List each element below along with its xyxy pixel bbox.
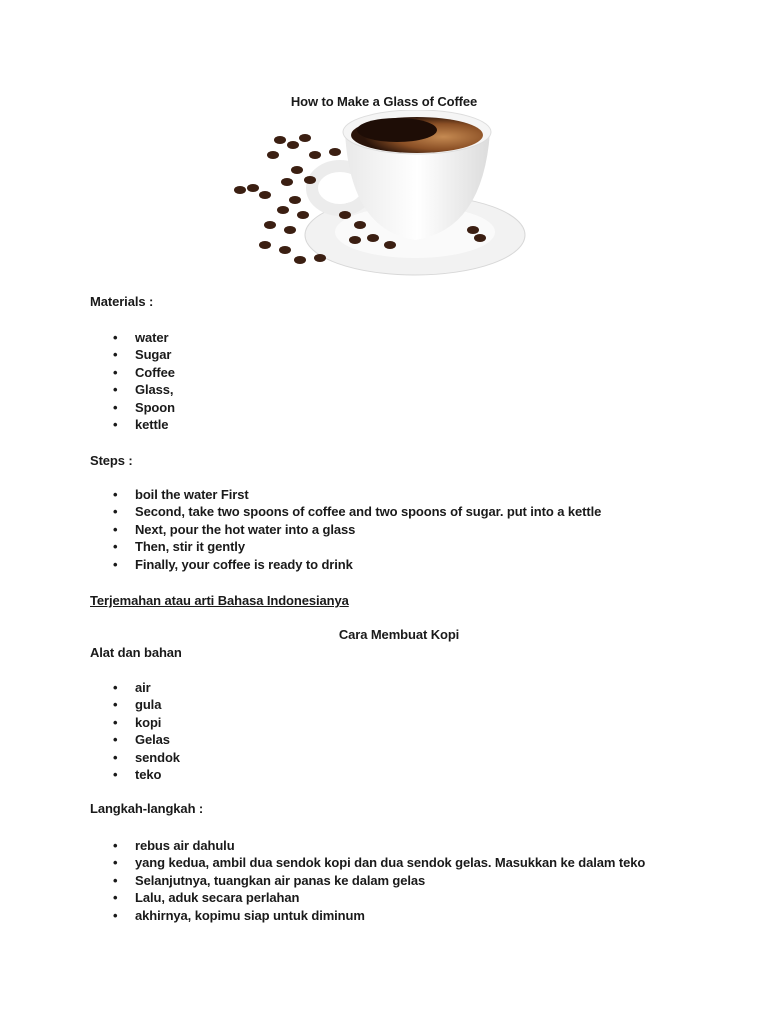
list-item: • gula — [113, 697, 162, 713]
list-item: • air — [113, 680, 151, 695]
list-item: • Then, stir it gently — [113, 539, 245, 555]
steps-heading: Steps : — [90, 453, 133, 468]
list-item: • Gelas — [113, 732, 170, 748]
bullet-icon: • — [113, 766, 118, 782]
list-item: • rebus air dahulu — [113, 838, 235, 853]
document-title: How to Make a Glass of Coffee — [290, 94, 478, 109]
bullet-icon: • — [113, 347, 118, 363]
indonesian-steps-heading: Langkah-langkah : — [90, 801, 204, 816]
bullet-icon: • — [113, 504, 118, 520]
list-item: • teko — [113, 766, 162, 782]
list-item: • sendok — [113, 749, 180, 765]
translation-heading: Terjemahan atau arti Bahasa Indonesianya — [90, 593, 349, 608]
bullet-icon: • — [113, 749, 118, 765]
list-item: • Selanjutnya, tuangkan air panas ke dalam gelas — [113, 872, 426, 888]
bullet-icon: • — [113, 907, 118, 923]
indonesian-materials-heading: Alat dan bahan — [90, 645, 182, 660]
list-item: • Coffee — [113, 364, 175, 380]
list-item: • kettle — [113, 416, 169, 432]
indonesian-materials-list — [113, 679, 180, 783]
bullet-icon: • — [113, 855, 118, 871]
list-item: • water — [113, 330, 169, 345]
bullet-icon: • — [113, 697, 118, 713]
list-item: • Second, take two spoons of coffee and two spoons of sugar. put into a kettle — [113, 504, 602, 520]
bullet-icon: • — [113, 382, 118, 398]
bullet-icon: • — [113, 399, 118, 415]
materials-heading: Materials : — [90, 294, 154, 309]
list-item: • Next, pour the hot water into a glass — [113, 521, 356, 537]
indonesian-title: Cara Membuat Kopi — [338, 627, 460, 642]
bullet-icon: • — [113, 680, 118, 695]
bullet-icon: • — [113, 732, 118, 748]
steps-list — [113, 486, 601, 573]
list-item: • kopi — [113, 714, 162, 730]
bullet-icon: • — [113, 890, 118, 906]
list-item: • Lalu, aduk secara perlahan — [113, 890, 300, 906]
bullet-icon: • — [113, 487, 118, 502]
bullet-icon: • — [113, 521, 118, 537]
list-item: • boil the water First — [113, 487, 249, 502]
indonesian-steps-list — [113, 837, 645, 924]
list-item: • yang kedua, ambil dua sendok kopi dan dua sendok gelas. Masukkan ke dalam teko — [113, 855, 646, 871]
bullet-icon: • — [113, 539, 118, 555]
bullet-icon: • — [113, 556, 118, 572]
coffee-cup-image — [225, 110, 535, 295]
list-item: • Finally, your coffee is ready to drink — [113, 556, 353, 572]
list-item: • akhirnya, kopimu siap untuk diminum — [113, 907, 365, 923]
bullet-icon: • — [113, 872, 118, 888]
list-item: • Glass, — [113, 382, 174, 398]
bullet-icon: • — [113, 838, 118, 853]
bullet-icon: • — [113, 416, 118, 432]
bullet-icon: • — [113, 714, 118, 730]
bullet-icon: • — [113, 330, 118, 345]
bullet-icon: • — [113, 364, 118, 380]
list-item: • Spoon — [113, 399, 175, 415]
materials-list — [113, 329, 175, 433]
list-item: • Sugar — [113, 347, 172, 363]
